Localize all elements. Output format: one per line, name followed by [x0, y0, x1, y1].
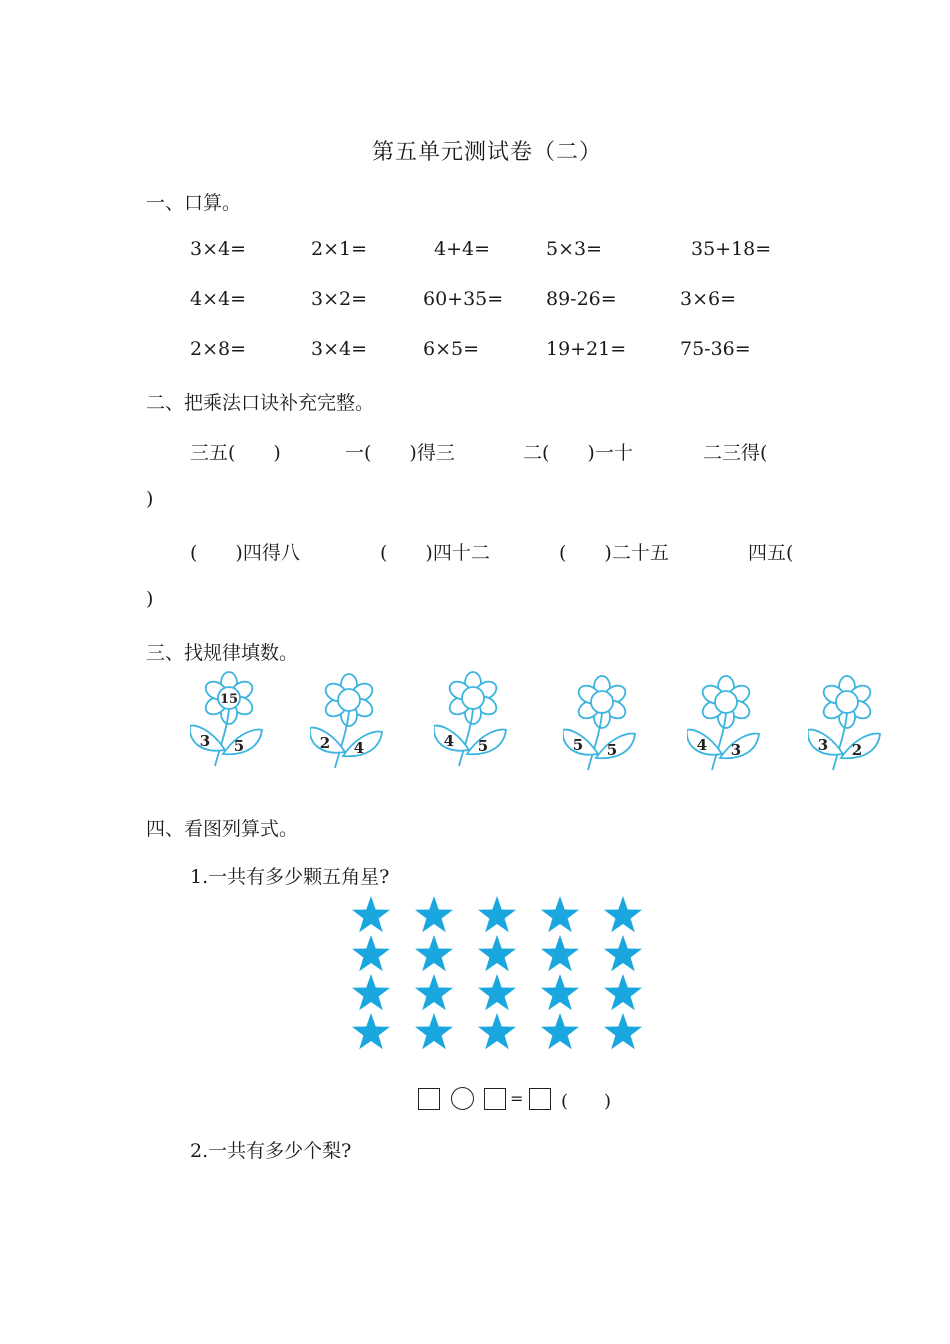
- flower: [687, 674, 769, 778]
- flower-number-center: 15: [219, 692, 239, 707]
- rhyme-blank: 二三得(: [703, 442, 768, 464]
- star-icon: [352, 1013, 390, 1049]
- calc-item: 6×5=: [423, 338, 480, 360]
- flower-number-left: 3: [817, 736, 829, 754]
- rhyme-blank-tail: ): [146, 488, 154, 510]
- calc-item: 3×6=: [680, 288, 737, 310]
- calc-item: 5×3=: [546, 238, 603, 260]
- section2-heading: 二、把乘法口诀补充完整。: [146, 392, 375, 414]
- calc-item: 2×1=: [311, 238, 368, 260]
- rhyme-blank: ( )二十五: [559, 542, 669, 564]
- calc-item: 35+18=: [691, 238, 772, 260]
- flower-number-left: 4: [696, 736, 708, 754]
- star-icon: [478, 1013, 516, 1049]
- calc-item: 89-26=: [546, 288, 617, 310]
- flower-number-right: 3: [730, 741, 742, 759]
- calc-item: 2×8=: [190, 338, 247, 360]
- star-grid: [340, 890, 660, 1060]
- flower-center: [338, 689, 360, 711]
- star-icon: [415, 935, 453, 971]
- rhyme-blank: ( )四得八: [190, 542, 300, 564]
- calc-item: 75-36=: [680, 338, 751, 360]
- star-icon: [541, 974, 579, 1010]
- unit-paren: ( ): [561, 1091, 612, 1112]
- calc-item: 4+4=: [434, 238, 491, 260]
- flower-number-right: 5: [233, 737, 245, 755]
- question-2-label: 2.一共有多少个梨?: [190, 1140, 352, 1162]
- page-title: 第五单元测试卷（二）: [372, 140, 603, 165]
- flower-number-right: 2: [851, 741, 863, 759]
- calc-item: 19+21=: [546, 338, 627, 360]
- flower: [808, 674, 890, 778]
- star-icon: [415, 1013, 453, 1049]
- calc-item: 3×2=: [311, 288, 368, 310]
- star-icon: [478, 935, 516, 971]
- calc-item: 3×4=: [311, 338, 368, 360]
- flower-number-left: 5: [572, 736, 584, 754]
- flower: [310, 672, 392, 776]
- flower: [563, 674, 645, 778]
- flower-number-left: 4: [443, 732, 455, 750]
- star-icon: [352, 974, 390, 1010]
- star-icon: [604, 1013, 642, 1049]
- star-icon: [604, 935, 642, 971]
- rhyme-blank: ( )四十二: [380, 542, 490, 564]
- rhyme-blank: 三五( ): [190, 442, 281, 464]
- answer-box[interactable]: [484, 1088, 506, 1110]
- star-icon: [541, 935, 579, 971]
- calc-item: 3×4=: [190, 238, 247, 260]
- star-icon: [541, 1013, 579, 1049]
- rhyme-blank: 一( )得三: [345, 442, 455, 464]
- question-1-label: 1.一共有多少颗五角星?: [190, 866, 390, 888]
- star-icon: [415, 896, 453, 932]
- calc-item: 4×4=: [190, 288, 247, 310]
- flower-center: [591, 691, 613, 713]
- rhyme-blank-tail: ): [146, 588, 154, 610]
- flower-number-left: 3: [199, 732, 211, 750]
- answer-box[interactable]: [418, 1088, 440, 1110]
- star-icon: [541, 896, 579, 932]
- flower-number-right: 5: [606, 741, 618, 759]
- flower-number-right: 5: [477, 737, 489, 755]
- flower-number-right: 4: [353, 739, 365, 757]
- star-icon: [604, 974, 642, 1010]
- flower: [190, 670, 272, 774]
- flower-number-left: 2: [319, 734, 331, 752]
- star-icon: [352, 896, 390, 932]
- star-icon: [352, 935, 390, 971]
- calc-item: 60+35=: [423, 288, 504, 310]
- rhyme-blank: 四五(: [748, 542, 794, 564]
- flower-center: [462, 687, 484, 709]
- flower-center: [836, 691, 858, 713]
- star-icon: [478, 974, 516, 1010]
- flower: [434, 670, 516, 774]
- operator-circle[interactable]: [451, 1087, 474, 1110]
- equals-sign: =: [510, 1089, 524, 1108]
- section4-heading: 四、看图列算式。: [146, 818, 299, 840]
- star-icon: [478, 896, 516, 932]
- answer-box[interactable]: [529, 1088, 551, 1110]
- section1-heading: 一、口算。: [146, 192, 242, 214]
- star-icon: [415, 974, 453, 1010]
- star-icon: [604, 896, 642, 932]
- rhyme-blank: 二( )一十: [523, 442, 633, 464]
- section3-heading: 三、找规律填数。: [146, 642, 299, 664]
- flower-center: [715, 691, 737, 713]
